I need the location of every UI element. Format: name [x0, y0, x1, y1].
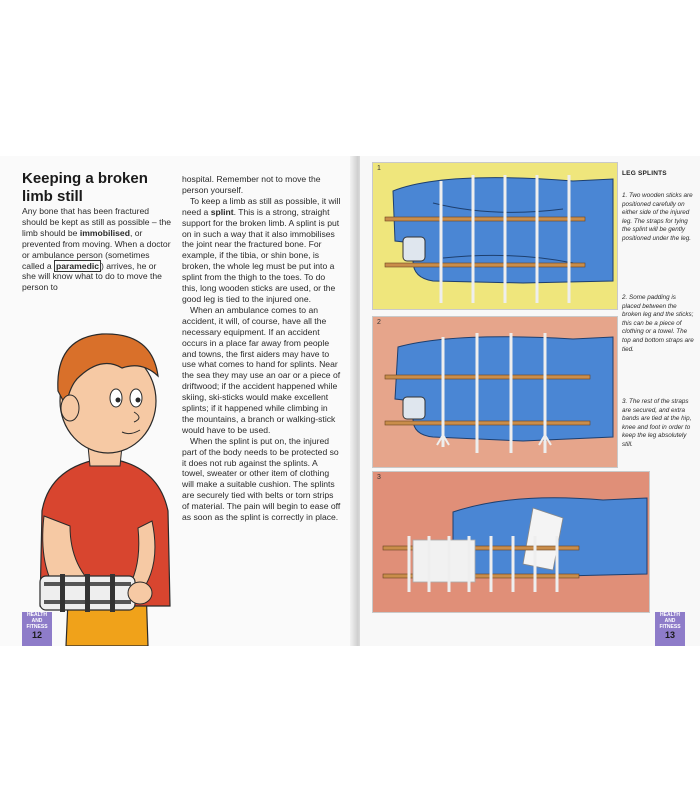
page-badge-left	[22, 612, 52, 646]
badge-line: AND	[664, 618, 676, 624]
leg-splints-title: LEG SPLINTS	[622, 170, 667, 177]
badge-line: HEALTH	[660, 612, 680, 618]
text-run: ) arrives, he or she will know what to do to move the person to	[22, 260, 162, 293]
boy-with-arm-splint-illustration	[30, 306, 180, 646]
keyword-paramedic: paramedic	[56, 260, 100, 271]
paragraph: hospital. Remember not to move the person yourself.	[182, 174, 321, 195]
illustration-panel-1	[372, 162, 618, 310]
paragraph: When the splint is put on, the injured part of the body needs to be protected so it does not rub against the splints. A towel, sweater or other item of clothing will make a suitable cushion. The splints are securely tied with belts or torn strips of material. The pain will begin to ease off as soon as the splint is correctly in place.	[182, 435, 341, 523]
page-heading	[22, 170, 172, 206]
text-column-1	[22, 206, 172, 293]
badge-line: FITNESS	[26, 624, 48, 630]
panel-number: 2	[377, 319, 381, 326]
padded-leg-illustration	[373, 317, 617, 467]
step-note-3: 3. The rest of the straps are secured, and extra bands are tied at the hip, knee and foot in order to keep the leg absolutely still.	[622, 398, 692, 448]
book-spread	[0, 156, 700, 646]
heading-line-1: Keeping a broken	[22, 170, 148, 187]
text-column-2	[182, 174, 342, 523]
left-page	[0, 156, 356, 646]
paragraph: When an ambulance comes to an accident, it will, of course, have all the necessary equipment. If an accident occurs in a place far away from people and towns, the first aiders may have to use what comes to hand for splints. Near the sea they may use an oar or a piece of driftwood; if the accident happened while skiing, ski-sticks would make excellent splints; if it happened while climbing in the mountains, a branch or walking-stick would have to be used.	[182, 304, 341, 435]
heading-line-2: limb still	[22, 188, 83, 205]
panel-number: 1	[377, 165, 381, 172]
badge-line: FITNESS	[659, 624, 681, 630]
panel-number: 3	[377, 474, 381, 481]
step-note-1: 1. Two wooden sticks are positioned carefully on either side of the injured leg. The straps for tying the splint will be gently positioned under the leg.	[622, 192, 693, 242]
text-run: To keep a limb as still as possible, it will need a	[182, 195, 341, 217]
keyword-splint: splint	[210, 206, 234, 217]
paragraph	[182, 196, 342, 305]
page-number: 12	[31, 630, 42, 640]
step-note-2: 2. Some padding is placed between the broken leg and the sticks; this can be a piece of clothing or a towel. The top and bottom straps are tied.	[622, 294, 694, 353]
page-number: 13	[664, 630, 675, 640]
leg-with-sticks-illustration	[373, 163, 617, 309]
paragraph	[22, 206, 172, 293]
text-run: . This is a strong, straight support for the broken limb. A splint is put on in such a way that it also immobilises the joint near the fractured bone. For example, if the tibia, or shin bone, is broken, the whole leg must be put into a splint from the thigh to the toes. To do this, long wooden sticks are used, or the good leg is tied to the injured one.	[182, 206, 340, 304]
fully-splinted-leg-illustration	[373, 472, 649, 612]
keyword-immobilised: immobilised	[79, 227, 130, 238]
illustration-panel-2	[372, 316, 618, 468]
right-page	[360, 156, 700, 646]
page-badge-right	[655, 612, 685, 646]
text-run: Any bone that has been fractured should be kept as still as possible – the limb should be	[22, 206, 172, 238]
badge-line: HEALTH	[27, 612, 47, 618]
illustration-panel-3	[372, 471, 650, 613]
text-run: , or prevented from moving. When a doctor or ambulance person (sometimes called a	[22, 227, 171, 271]
badge-line: AND	[31, 618, 43, 624]
